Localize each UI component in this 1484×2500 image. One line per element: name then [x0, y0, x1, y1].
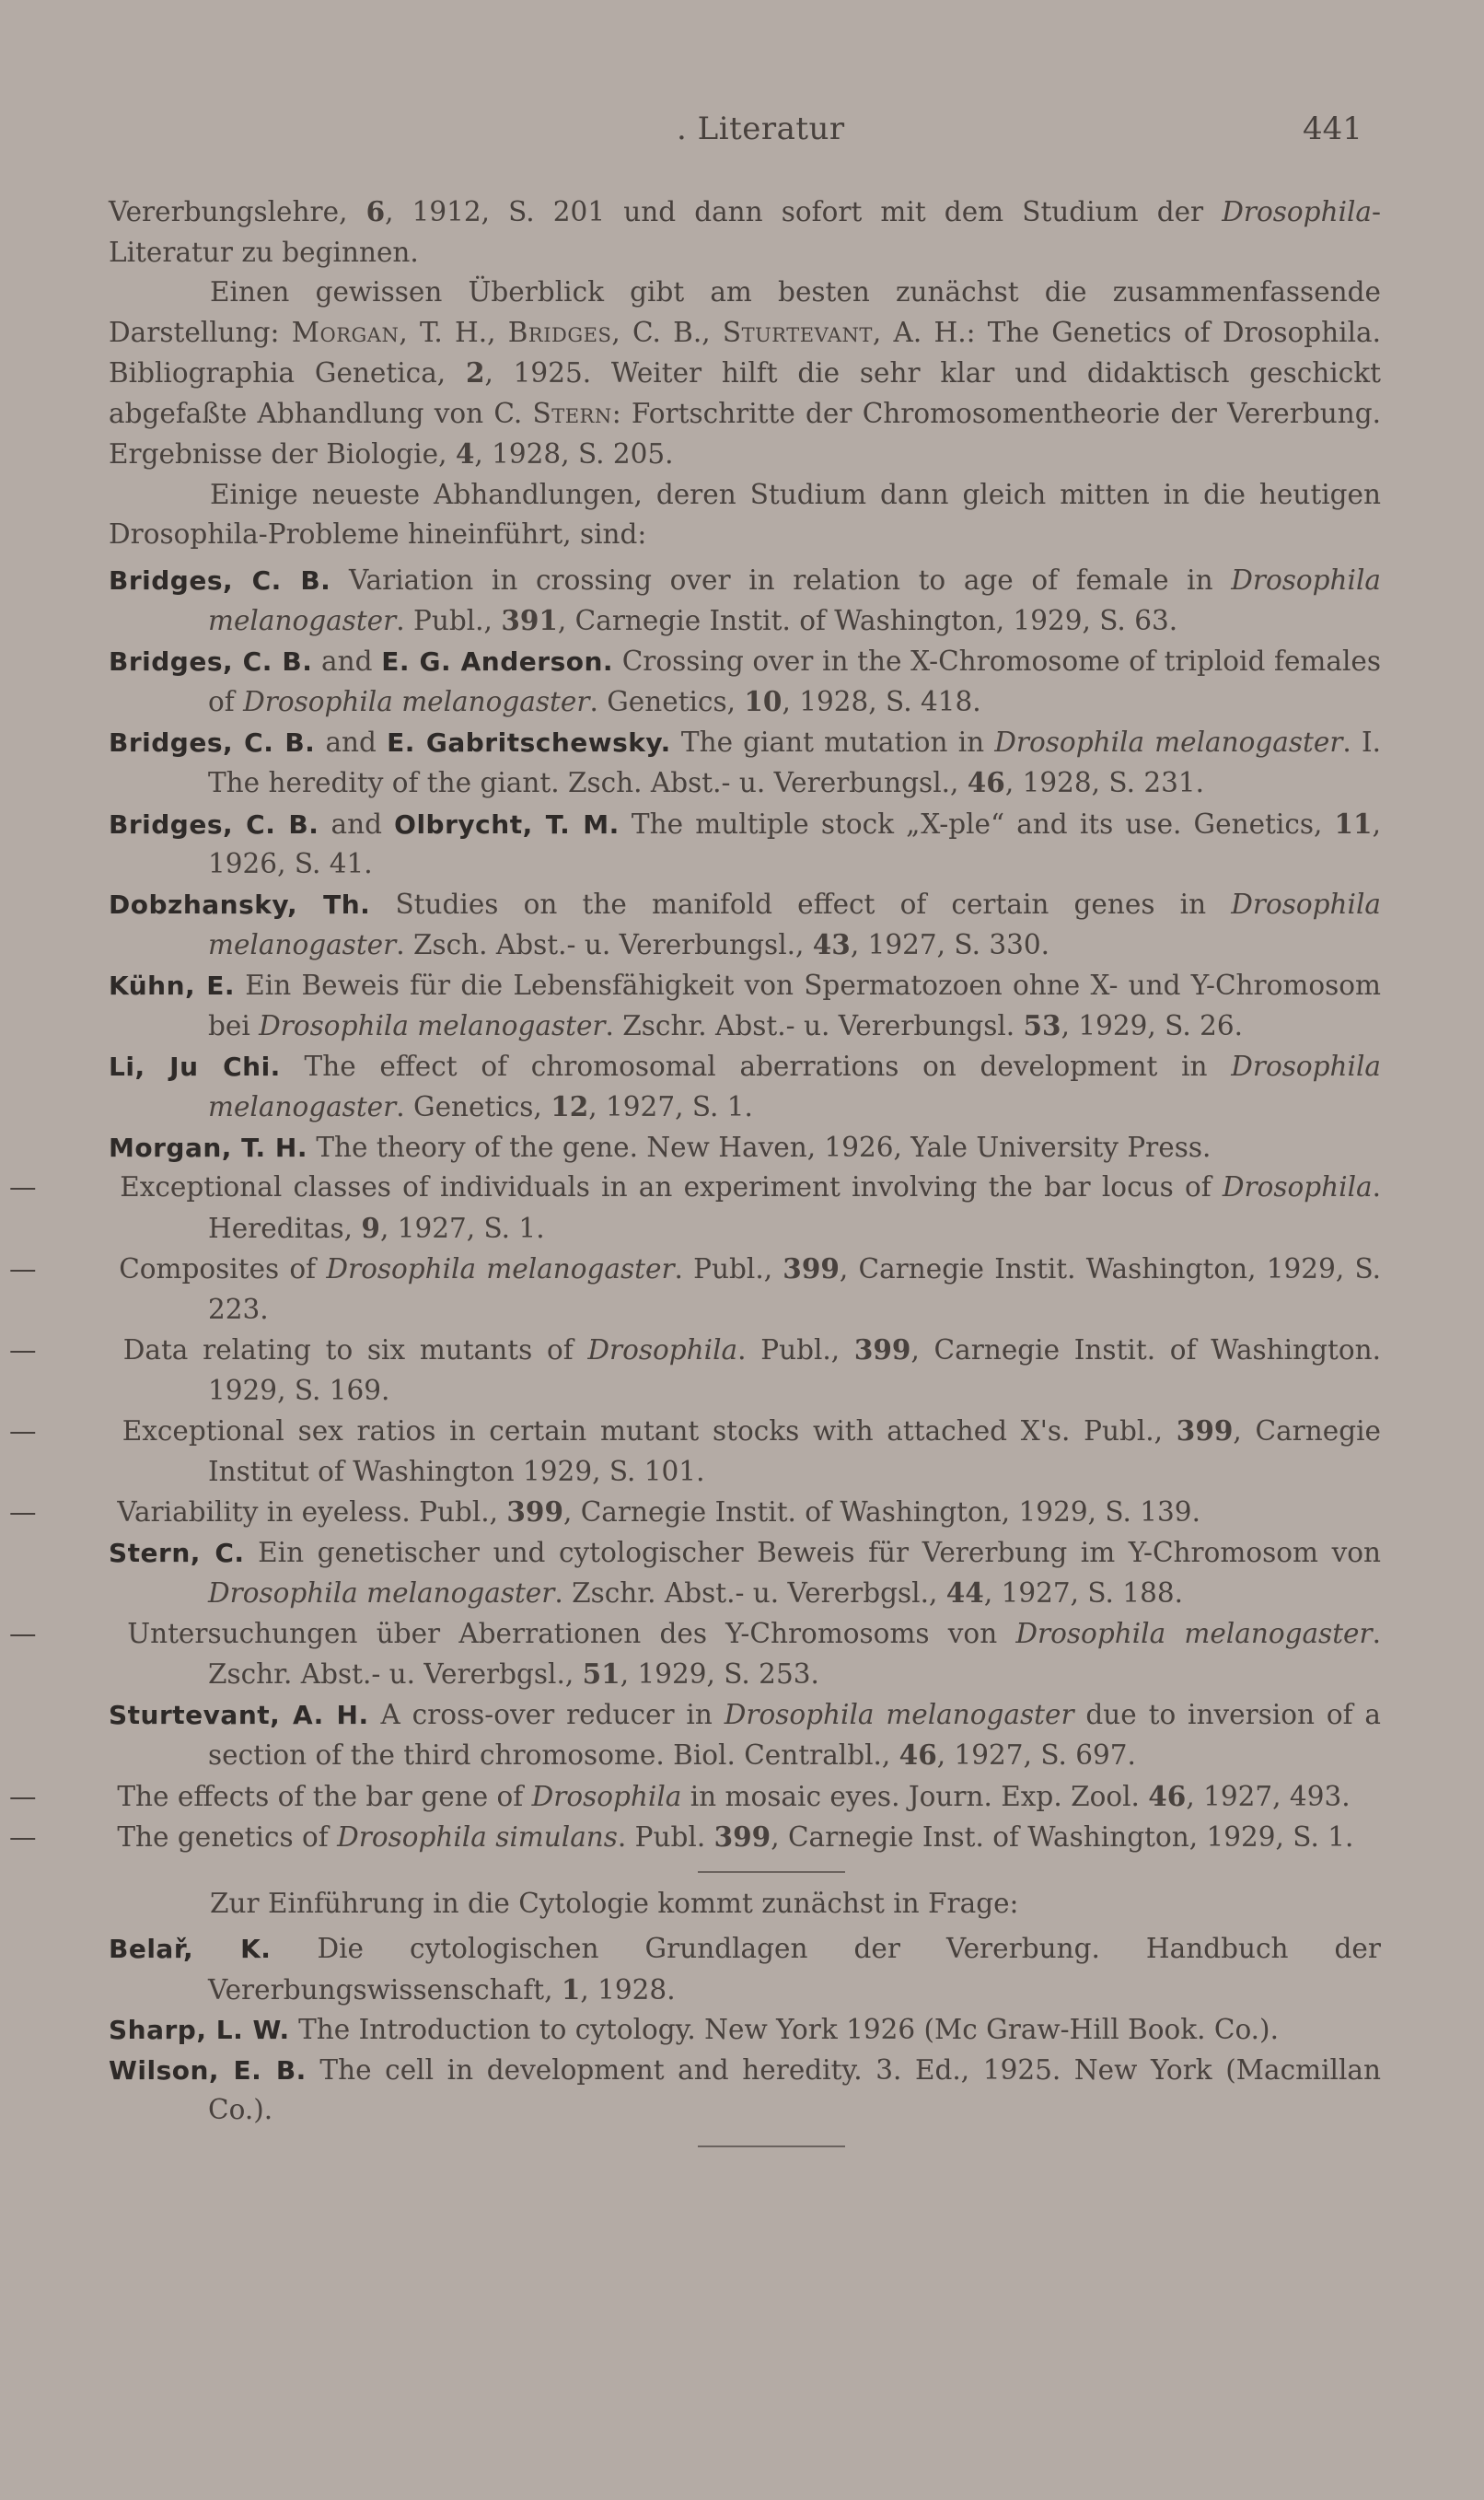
bold-number: 46 [1148, 1779, 1187, 1812]
text-run: , 1927, S. 188. [983, 1577, 1183, 1609]
reference-entry [109, 1695, 1381, 1776]
author-conjunction: and [312, 645, 382, 677]
text-run: Vererbungslehre, [109, 196, 366, 227]
text-run: Exceptional sex ratios in certain mutant stocks with attached X's. Publ., [109, 1415, 1177, 1447]
bold-number: 43 [812, 928, 851, 960]
text-run: The Introduction to cytology. New York 1926 (Mc Graw-Hill Book. Co.). [289, 2014, 1279, 2045]
bold-number: 399 [506, 1495, 563, 1528]
reference-entry: — Variability in eyeless. Publ., 399, Carnegie Instit. of Washington, 1929, S. 139. [9, 1495, 1200, 1528]
italic-text: Drosophila melanogaster [208, 1577, 555, 1609]
running-title: . Literatur [677, 110, 845, 147]
text-run: . Zschr. Abst.- u. Vererbungsl. [605, 1010, 1024, 1041]
text-run: . Publ., [737, 1334, 854, 1366]
text-run: , 1927, S. 697. [936, 1739, 1136, 1771]
text-run: The cell in development and heredity. 3. Ed., 1925. New York (Macmillan Co.). [208, 2053, 1381, 2125]
text-run: , Carnegie Instit. of Washington. 1929, S. 169. [208, 1334, 1381, 1406]
reference-coauthor: E. Gabritschewsky. [387, 727, 671, 758]
text-run: Studies on the manifold effect of certain genes in [370, 888, 1232, 920]
italic-text: Drosophila [1222, 196, 1373, 227]
text-run: The multiple stock „X-ple“ and its use. Genetics, [619, 808, 1335, 840]
italic-text: Drosophila melanogaster [208, 888, 1382, 960]
bold-number: 44 [945, 1576, 984, 1609]
author-conjunction: and [315, 726, 388, 758]
reference-entry [109, 1533, 1381, 1614]
bold-number: 51 [582, 1657, 620, 1690]
reference-author: Li, Ju Chi. [109, 1051, 281, 1082]
cytology-intro [109, 1884, 1381, 1924]
text-run: : Fortschritte der Chromosomentheorie der Vererbung. Ergebnisse der Biologie, [109, 397, 1381, 470]
text-run: Untersuchungen über Aberrationen des Y-Chromosoms von [109, 1617, 1016, 1649]
reference-entry: — Exceptional classes of individuals in an experiment involving the bar locus of Drosophila. Hereditas, 9, 1927, S. 1. [9, 1171, 1381, 1244]
text-run: Ein genetischer und cytologischer Beweis für Vererbung im Y-Chromosom von [244, 1536, 1382, 1568]
text-run: , 1926, S. 41. [208, 808, 1381, 879]
text-run: , A. H.: The Genetics of Drosophila. Bibliographia Genetica, [109, 316, 1381, 389]
text-run: Exceptional classes of individuals in an experiment involving the bar locus of [109, 1171, 1223, 1203]
text-run: , Carnegie Instit. of Washington, 1929, S. 63. [557, 605, 1178, 636]
text-run: . Zschr. Abst.- u. Vererbgsl., [208, 1617, 1381, 1690]
reference-entry [109, 1047, 1381, 1128]
reference-entry: — Exceptional sex ratios in certain mutant stocks with attached X's. Publ., 399, Carnegie Institut of Washington 1929, S. 101. [9, 1414, 1381, 1487]
intro-paragraph-2 [109, 273, 1381, 475]
reference-entry: — Data relating to six mutants of Drosophila. Publ., 399, Carnegie Instit. of Washington. 1929, S. 169. [9, 1333, 1381, 1406]
text-run: The effects of the bar gene of [109, 1780, 532, 1812]
text-run: The effect of chromosomal aberrations on development in [280, 1050, 1232, 1082]
text-run: Composites of [109, 1253, 327, 1285]
italic-text: Drosophila [531, 1780, 682, 1812]
text-run: , 1928, S. 205. [474, 438, 674, 470]
cytology-reference-list [109, 1929, 1381, 2131]
text-run: Crossing over in the X-Chromosome of triploid females of [208, 645, 1381, 717]
text-run: Einen gewissen Überblick gibt am besten zunächst die zusammenfassende Darstellung: [109, 276, 1381, 348]
text-run: , 1928, S. 231. [1004, 767, 1205, 798]
text-run: -Literatur zu beginnen. [109, 196, 1381, 268]
reference-entry [109, 2051, 1381, 2131]
reference-entry: — The effects of the bar gene of Drosophila in mosaic eyes. Journ. Exp. Zool. 46, 1927, 493. [9, 1779, 1351, 1812]
reference-coauthor: Olbrycht, T. M. [394, 808, 620, 840]
bold-number: 4 [455, 437, 475, 470]
reference-author: Bridges, C. B. [109, 808, 319, 840]
italic-text: Drosophila melanogaster [1015, 1617, 1373, 1649]
reference-author: Sharp, L. W. [109, 2015, 290, 2045]
reference-author: Belař, K. [109, 1934, 272, 1964]
reference-entry [109, 885, 1381, 966]
text-run: Ein Beweis für die Lebensfähigkeit von Spermatozoen ohne X- und Y-Chromosom bei [208, 969, 1381, 1041]
reference-author: Bridges, C. B. [109, 564, 331, 596]
bold-number: 399 [853, 1333, 911, 1366]
reference-author: Bridges, C. B. [109, 727, 316, 758]
text-run: Zur Einführung in die Cytologie kommt zunächst in Frage: [210, 1887, 1019, 1919]
text-run: . Zschr. Abst.- u. Vererbgsl., [554, 1577, 946, 1609]
author-name-smallcaps: Stern [532, 397, 612, 429]
text-run: The giant mutation in [670, 726, 995, 758]
text-run: , 1927, S. 1. [379, 1212, 545, 1244]
bold-number: 399 [713, 1820, 771, 1853]
text-run: . Genetics, [396, 1091, 551, 1122]
text-run: , 1929, S. 26. [1061, 1010, 1244, 1041]
intro-paragraph-3 [109, 475, 1381, 555]
text-run: . Hereditas, [208, 1171, 1381, 1244]
reference-entry [109, 1929, 1381, 2010]
end-divider [698, 2145, 845, 2147]
page-number: 441 [1303, 110, 1362, 147]
text-run: Variation in crossing over in relation to age of female in [330, 564, 1232, 596]
text-run: , 1928. [580, 1973, 676, 2006]
bold-number: 46 [967, 766, 1005, 798]
bold-number: 6 [365, 195, 386, 227]
reference-author: Dobzhansky, Th. [109, 889, 371, 920]
page-header [0, 110, 1484, 157]
text-run: in mosaic eyes. Journ. Exp. Zool. [681, 1780, 1149, 1812]
text-run: , Carnegie Instit. Washington, 1929, S. 223. [208, 1253, 1381, 1325]
bold-number: 399 [1176, 1414, 1234, 1447]
italic-text: Drosophila [587, 1334, 738, 1366]
reference-author: Sturtevant, A. H. [109, 1699, 369, 1730]
text-run: . Publ., [674, 1253, 783, 1285]
reference-list [9, 561, 1382, 1858]
reference-author: Morgan, T. H. [109, 1132, 307, 1163]
page-body [9, 192, 1382, 2147]
text-run: , T. H., [399, 316, 508, 348]
text-run: The theory of the gene. New Haven, 1926, Yale University Press. [307, 1131, 1212, 1163]
reference-entry [109, 642, 1381, 723]
reference-author: Stern, C. [109, 1537, 245, 1568]
text-run: , 1927, S. 1. [588, 1091, 753, 1122]
reference-entry [109, 561, 1381, 642]
text-run: , Carnegie Instit. of Washington, 1929, S. 139. [562, 1496, 1200, 1528]
italic-text: Drosophila [1222, 1171, 1373, 1203]
text-run: Einige neueste Abhandlungen, deren Studium dann gleich mitten in die heutigen Drosophila-Probleme hineinführt, sind: [109, 478, 1381, 550]
reference-entry [109, 2010, 1381, 2051]
reference-entry [109, 804, 1381, 885]
reference-entry [109, 1128, 1381, 1169]
text-run: . Publ. [617, 1821, 714, 1853]
italic-text: Drosophila melanogaster [259, 1010, 606, 1041]
text-run: , C. B., [611, 316, 723, 348]
author-name-smallcaps: Sturtevant [722, 316, 873, 348]
italic-text: Drosophila melanogaster [326, 1253, 675, 1285]
italic-text: Drosophila melanogaster [208, 564, 1381, 636]
bold-number: 10 [744, 685, 783, 717]
reference-author: Wilson, E. B. [109, 2054, 307, 2086]
text-run: Variability in eyeless. Publ., [109, 1496, 507, 1528]
bold-number: 1 [561, 1972, 581, 2006]
bold-number: 9 [361, 1211, 380, 1244]
intro-paragraph-1 [109, 192, 1381, 273]
text-run: The genetics of [109, 1821, 338, 1853]
text-run: . Genetics, [589, 686, 745, 717]
text-run: A cross-over reducer in [368, 1698, 725, 1730]
text-run: . Zsch. Abst.- u. Vererbungsl., [396, 929, 813, 960]
italic-text: Drosophila melanogaster [243, 686, 590, 717]
text-run: , 1928, S. 418. [782, 686, 981, 717]
text-run: . Publ., [396, 605, 502, 636]
text-run: , 1927, 493. [1186, 1780, 1351, 1812]
bold-number: 46 [899, 1738, 937, 1771]
reference-coauthor: E. G. Anderson. [381, 645, 614, 677]
italic-text: Drosophila melanogaster [994, 726, 1343, 758]
reference-author: Bridges, C. B. [109, 645, 313, 677]
reference-entry: — Untersuchungen über Aberrationen des Y-Chromosoms von Drosophila melanogaster. Zschr. Abst.- u. Vererbgsl., 51, 1929, S. 253. [9, 1617, 1381, 1690]
bold-number: 2 [465, 356, 485, 389]
bold-number: 53 [1023, 1009, 1061, 1041]
italic-text: Drosophila simulans [337, 1821, 618, 1853]
section-divider [698, 1871, 845, 1873]
reference-author: Kühn, E. [109, 970, 236, 1001]
text-run: , Carnegie Institut of Washington 1929, S. 101. [208, 1415, 1381, 1487]
text-run: Data relating to six mutants of [109, 1334, 588, 1366]
author-name-smallcaps: Morgan [291, 316, 400, 348]
text-run: due to inversion of a section of the third chromosome. Biol. Centralbl., [208, 1698, 1382, 1771]
reference-entry: — The genetics of Drosophila simulans. Publ. 399, Carnegie Inst. of Washington, 1929, S. 1. [9, 1820, 1354, 1853]
reference-entry: — Composites of Drosophila melanogaster. Publ., 399, Carnegie Instit. Washington, 1929, S. 223. [9, 1252, 1381, 1325]
italic-text: Drosophila melanogaster [208, 1050, 1381, 1122]
author-name-smallcaps: Bridges [507, 316, 612, 348]
text-run: , Carnegie Inst. of Washington, 1929, S. 1. [771, 1821, 1354, 1853]
reference-entry [109, 723, 1381, 804]
bold-number: 399 [783, 1252, 840, 1285]
text-run: , 1912, S. 201 und dann sofort mit dem Studium der [385, 196, 1223, 227]
bold-number: 12 [551, 1090, 589, 1122]
text-run: . I. The heredity of the giant. Zsch. Abst.- u. Vererbungsl., [208, 726, 1381, 798]
bold-number: 11 [1334, 807, 1373, 840]
text-run: , 1925. Weiter hilft die sehr klar und didaktisch geschickt abgefaßte Abhandlung von C. [109, 357, 1381, 429]
reference-entry [109, 966, 1381, 1047]
author-conjunction: and [319, 808, 395, 840]
text-run: , 1929, S. 253. [620, 1658, 819, 1690]
text-run: Die cytologischen Grundlagen der Vererbung. Handbuch der Vererbungswissenschaft, [208, 1933, 1381, 2006]
text-run: , 1927, S. 330. [850, 929, 1050, 960]
bold-number: 391 [501, 604, 558, 636]
italic-text: Drosophila melanogaster [724, 1698, 1074, 1730]
